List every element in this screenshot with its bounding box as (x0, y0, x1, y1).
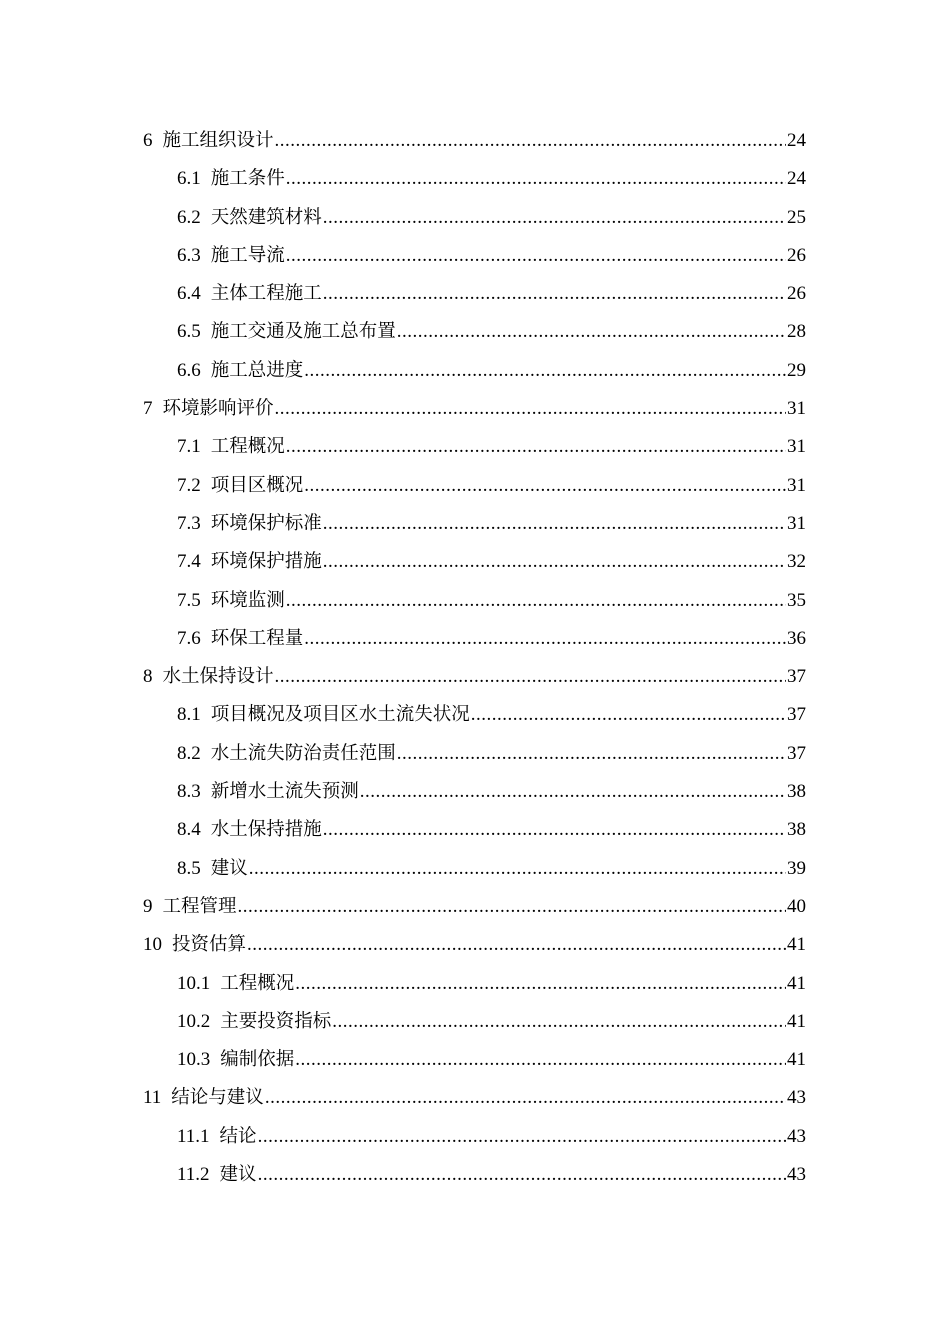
toc-dot-leader (323, 543, 786, 581)
toc-entry-page-number: 31 (787, 474, 806, 496)
toc-entry-number: 6.2 (177, 206, 201, 228)
toc-entry-title: 施工交通及施工总布置 (210, 321, 396, 343)
toc-entry-title: 工程概况 (210, 436, 285, 458)
toc-dot-leader (397, 313, 786, 351)
toc-entry-number: 6.1 (177, 168, 201, 190)
toc-dot-leader (286, 582, 786, 620)
toc-entry-number: 6.3 (177, 244, 201, 266)
toc-chapter-entry[interactable] (143, 658, 806, 696)
toc-entry-title: 编制依据 (220, 1049, 295, 1071)
toc-section-entry[interactable] (143, 237, 806, 275)
toc-entry-page-number: 43 (787, 1164, 806, 1186)
toc-entry-page-number: 43 (787, 1125, 806, 1147)
toc-entry-page-number: 38 (787, 781, 806, 803)
toc-entry-page-number: 41 (787, 934, 806, 956)
toc-entry-title: 建议 (210, 857, 248, 879)
toc-section-entry[interactable] (143, 1041, 806, 1079)
toc-dot-leader (265, 1079, 786, 1117)
toc-section-entry[interactable] (143, 620, 806, 658)
toc-entry-page-number: 26 (787, 244, 806, 266)
toc-entry-page-number: 25 (787, 206, 806, 228)
toc-entry-number: 7.3 (177, 512, 201, 534)
toc-entry-number: 6 (143, 130, 153, 151)
toc-section-entry[interactable] (143, 773, 806, 811)
toc-entry-page-number: 37 (787, 742, 806, 764)
toc-entry-number: 6.4 (177, 283, 201, 305)
toc-entry-title: 水土保持措施 (210, 819, 322, 841)
toc-entry-title: 环保工程量 (210, 627, 304, 649)
toc-entry-title: 天然建筑材料 (210, 206, 322, 228)
toc-entry-number: 10 (143, 934, 162, 956)
toc-section-entry[interactable] (143, 467, 806, 505)
toc-entry-page-number: 41 (787, 1049, 806, 1071)
toc-entry-title: 结论与建议 (171, 1087, 264, 1109)
toc-dot-leader (238, 888, 786, 926)
toc-dot-leader (295, 1041, 786, 1079)
toc-entry-number: 7.6 (177, 627, 201, 649)
toc-chapter-entry[interactable] (143, 888, 806, 926)
toc-entry-number: 10.3 (177, 1049, 211, 1071)
toc-section-entry[interactable] (143, 696, 806, 734)
toc-entry-number: 10.2 (177, 1010, 211, 1032)
toc-entry-number: 7.1 (177, 436, 201, 458)
toc-entry-page-number: 24 (787, 168, 806, 190)
toc-dot-leader (258, 1118, 786, 1156)
toc-entry-page-number: 31 (787, 436, 806, 458)
toc-entry-title: 施工导流 (210, 244, 285, 266)
toc-entry-title: 环境保护措施 (210, 551, 322, 573)
toc-entry-page-number: 31 (787, 398, 806, 420)
toc-dot-leader (323, 199, 786, 237)
toc-entry-page-number: 32 (787, 551, 806, 573)
toc-chapter-entry[interactable] (143, 390, 806, 428)
toc-dot-leader (275, 122, 786, 160)
toc-entry-page-number: 39 (787, 857, 806, 879)
toc-section-entry[interactable] (143, 199, 806, 237)
toc-dot-leader (323, 505, 786, 543)
toc-entry-number: 8.2 (177, 742, 201, 764)
toc-entry-number: 7.5 (177, 589, 201, 611)
toc-dot-leader (304, 467, 786, 505)
toc-entry-page-number: 40 (787, 895, 806, 917)
toc-entry-title: 结论 (219, 1125, 257, 1147)
toc-section-entry[interactable] (143, 1118, 806, 1156)
toc-entry-title: 水土流失防治责任范围 (210, 742, 396, 764)
toc-dot-leader (295, 965, 786, 1003)
toc-entry-page-number: 37 (787, 704, 806, 726)
toc-dot-leader (286, 160, 786, 198)
toc-dot-leader (304, 620, 786, 658)
toc-entry-number: 10.1 (177, 972, 211, 994)
table-of-contents (143, 122, 806, 1194)
toc-section-entry[interactable] (143, 505, 806, 543)
toc-section-entry[interactable] (143, 428, 806, 466)
toc-entry-title: 施工条件 (210, 168, 285, 190)
toc-entry-page-number: 24 (787, 130, 806, 151)
toc-entry-title: 项目概况及项目区水土流失状况 (210, 704, 470, 726)
toc-section-entry[interactable] (143, 965, 806, 1003)
toc-dot-leader (471, 696, 786, 734)
toc-entry-number: 6.5 (177, 321, 201, 343)
toc-entry-title: 主体工程施工 (210, 283, 322, 305)
toc-dot-leader (247, 926, 786, 964)
toc-entry-title: 建议 (219, 1164, 257, 1186)
toc-entry-number: 9 (143, 895, 153, 917)
toc-dot-leader (286, 428, 786, 466)
toc-entry-page-number: 26 (787, 283, 806, 305)
toc-entry-title: 水土保持设计 (162, 666, 274, 688)
toc-entry-page-number: 38 (787, 819, 806, 841)
toc-entry-number: 11 (143, 1087, 162, 1109)
toc-section-entry[interactable] (143, 543, 806, 581)
toc-entry-number: 11.2 (177, 1164, 210, 1186)
toc-section-entry[interactable] (143, 850, 806, 888)
toc-entry-number: 8.1 (177, 704, 201, 726)
toc-entry-title: 环境保护标准 (210, 512, 322, 534)
toc-entry-number: 8.4 (177, 819, 201, 841)
toc-section-entry[interactable] (143, 811, 806, 849)
toc-dot-leader (258, 1156, 786, 1194)
toc-entry-page-number: 35 (787, 589, 806, 611)
toc-dot-leader (332, 1003, 786, 1041)
toc-section-entry[interactable] (143, 1003, 806, 1041)
toc-dot-leader (323, 275, 786, 313)
toc-section-entry[interactable] (143, 352, 806, 390)
toc-section-entry[interactable] (143, 275, 806, 313)
toc-entry-title: 主要投资指标 (220, 1010, 332, 1032)
toc-dot-leader (249, 850, 786, 888)
toc-dot-leader (304, 352, 786, 390)
toc-entry-number: 8.3 (177, 781, 201, 803)
toc-entry-number: 8.5 (177, 857, 201, 879)
toc-entry-number: 7.4 (177, 551, 201, 573)
toc-entry-page-number: 31 (787, 512, 806, 534)
toc-section-entry[interactable] (143, 160, 806, 198)
toc-entry-page-number: 29 (787, 359, 806, 381)
toc-section-entry[interactable] (143, 735, 806, 773)
toc-entry-page-number: 28 (787, 321, 806, 343)
toc-entry-page-number: 37 (787, 666, 806, 688)
toc-dot-leader (275, 658, 786, 696)
toc-entry-page-number: 36 (787, 627, 806, 649)
toc-entry-title: 项目区概况 (210, 474, 304, 496)
toc-chapter-entry[interactable] (143, 926, 806, 964)
toc-section-entry[interactable] (143, 1156, 806, 1194)
toc-entry-title: 新增水土流失预测 (210, 781, 359, 803)
toc-entry-title: 施工组织设计 (162, 130, 274, 151)
toc-chapter-entry[interactable] (143, 122, 806, 160)
toc-entry-title: 投资估算 (172, 934, 247, 956)
toc-section-entry[interactable] (143, 582, 806, 620)
toc-entry-page-number: 41 (787, 1010, 806, 1032)
toc-entry-title: 工程概况 (220, 972, 295, 994)
toc-dot-leader (397, 735, 786, 773)
toc-dot-leader (286, 237, 786, 275)
toc-entry-number: 7.2 (177, 474, 201, 496)
toc-entry-number: 8 (143, 666, 153, 688)
toc-entry-title: 施工总进度 (210, 359, 304, 381)
toc-chapter-entry[interactable] (143, 1079, 806, 1117)
toc-entry-page-number: 43 (787, 1087, 806, 1109)
toc-entry-number: 7 (143, 398, 153, 420)
toc-dot-leader (360, 773, 786, 811)
toc-entry-title: 工程管理 (162, 895, 237, 917)
toc-dot-leader (275, 390, 786, 428)
toc-section-entry[interactable] (143, 313, 806, 351)
toc-dot-leader (323, 811, 786, 849)
toc-entry-number: 11.1 (177, 1125, 210, 1147)
toc-entry-title: 环境影响评价 (162, 398, 274, 420)
toc-entry-title: 环境监测 (210, 589, 285, 611)
toc-entry-page-number: 41 (787, 972, 806, 994)
toc-entry-number: 6.6 (177, 359, 201, 381)
